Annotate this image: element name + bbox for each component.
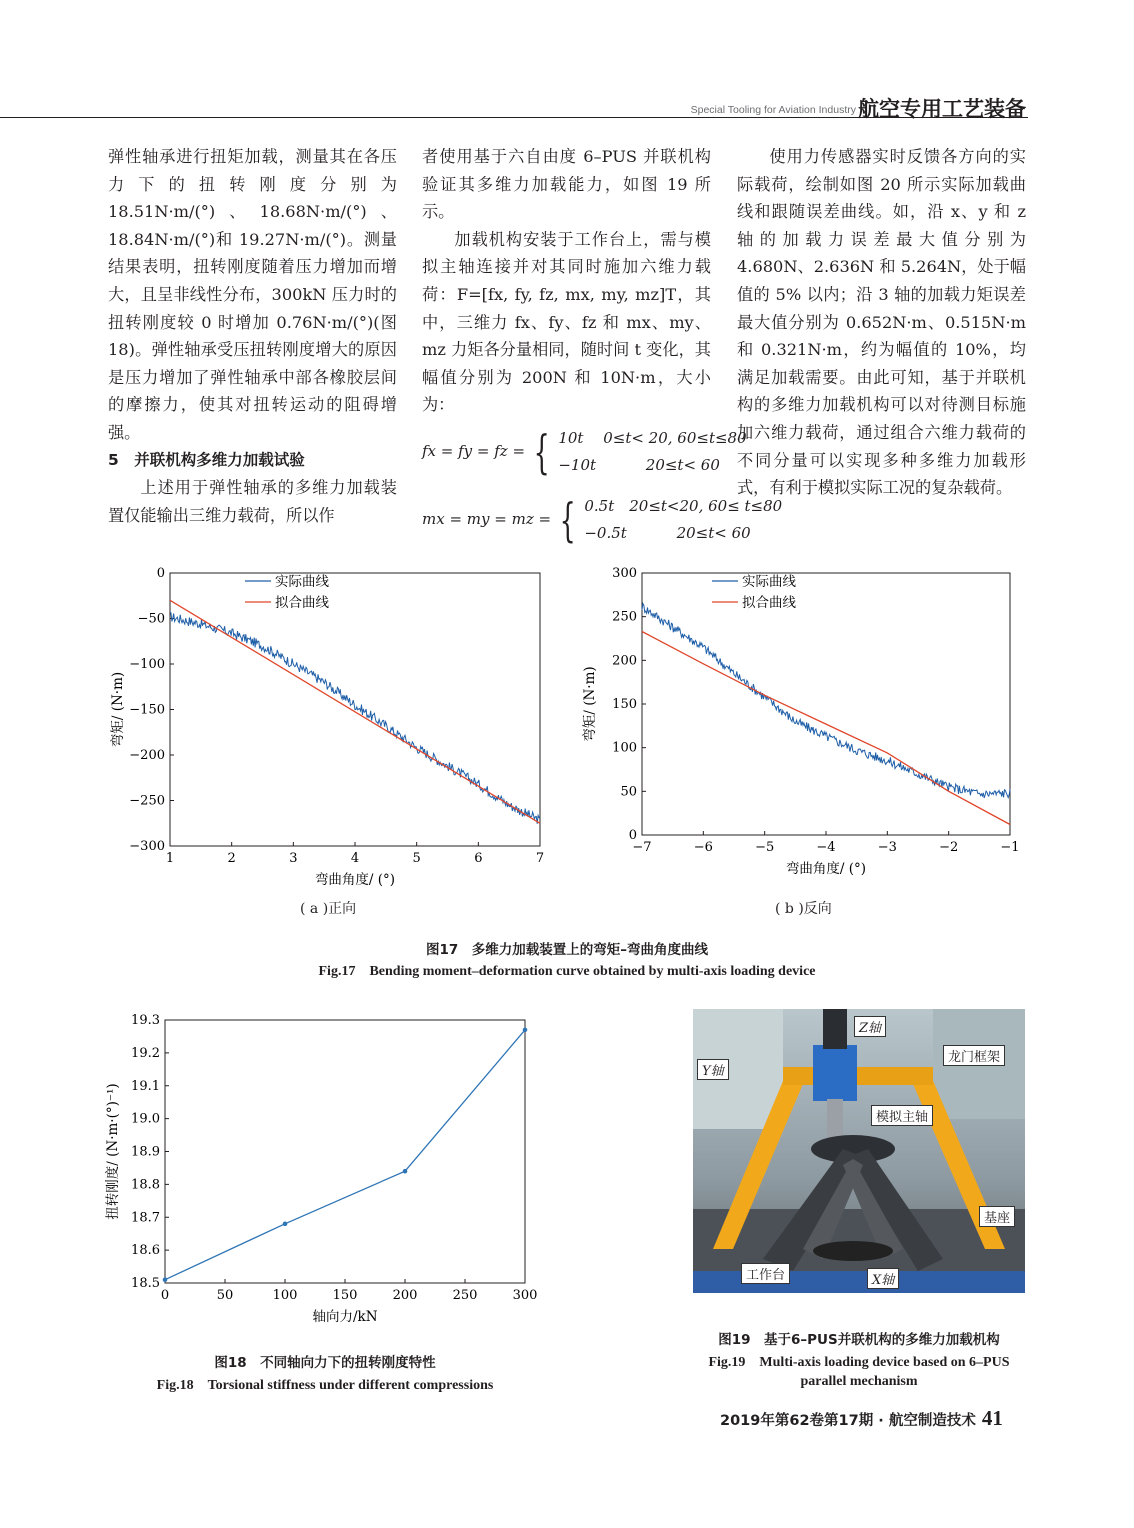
journal-name-cn: 航空专用工艺装备 [858,97,1026,121]
equation-cases [558,425,746,479]
legend-label: 拟合曲线 [275,595,329,611]
legend-label: 实际曲线 [275,574,329,590]
y-tick-label: −300 [129,839,165,854]
y-tick-label: 18.7 [131,1210,160,1226]
y-tick-label: −250 [129,793,165,809]
equation-case: −10t 20≤t< 60 [558,455,720,474]
paragraph: 弹性轴承进行扭矩加载，测量其在各压力下的扭转刚度分别为 18.51N·m/(°)、18.68N·m/(°)、18.84N·m/(°)和 19.27N·m/(°)。测量结果表明，扭转刚度随着压力增加而增大，且呈非线性分布，300kN 压力时的扭转刚度较 0 时增加 0.76N·m/(°)(图 18)。弹性轴承受压扭转刚度增大的原因是压力增加了弹性轴承中部各橡胶层间的摩擦力，使其对扭转运动的阻碍增强。 [108,147,397,442]
series-line [642,604,1010,798]
y-tick-label: 18.8 [131,1177,160,1193]
x-tick-label: −6 [693,840,713,855]
x-axis-label: 轴向力/kN [312,1309,378,1325]
label-y-axis: Y轴 [697,1059,729,1080]
y-tick-label: 0 [628,828,637,843]
label-z-axis: Z轴 [854,1016,886,1037]
chart-fig17b [580,560,1040,890]
y-tick-label: 19.1 [131,1078,160,1094]
text-column-1 [108,143,397,529]
series-line [165,1030,525,1280]
paragraph: 上述用于弹性轴承的多维力加载装置仅能输出三维力载荷，所以作 [108,478,397,525]
figure-caption-en: Fig.19 Multi-axis loading device based on 6–PUS [708,1355,1010,1370]
y-tick-label: 18.9 [131,1144,160,1160]
x-tick-label: −2 [939,840,959,855]
equation-case: 10t 0≤t< 20, 60≤t≤80 [558,428,747,447]
label-base: 基座 [979,1206,1015,1227]
y-tick-label: 150 [612,697,637,712]
y-tick-label: 0 [156,566,165,581]
y-tick-label: −200 [129,748,165,763]
x-tick-label: −3 [877,840,897,855]
label-spindle: 模拟主轴 [871,1105,933,1126]
y-tick-label: 300 [612,566,637,581]
brace: { [533,424,550,479]
x-tick-label: −4 [816,840,836,855]
y-tick-label: 18.6 [131,1243,160,1259]
subcaption-b: ( b )反向 [775,901,832,917]
figure-caption-cn: 图19 基于6–PUS并联机构的多维力加载机构 [718,1332,1000,1348]
data-point [163,1277,168,1282]
y-tick-label: 250 [612,609,637,625]
figure-caption-en: parallel mechanism [800,1374,918,1389]
x-axis-label: 弯曲角度/ (°) [785,861,867,877]
x-tick-label: 150 [332,1288,358,1303]
x-tick-label: 7 [535,851,545,866]
data-point [403,1169,408,1174]
equation-case: 0.5t 20≤t<20, 60≤ t≤80 [584,496,783,515]
text-column-2 [422,143,783,547]
label-gantry-frame: 龙门框架 [943,1045,1005,1066]
x-tick-label: 50 [216,1288,234,1303]
equation-lhs: mx = my = mz = [422,509,552,528]
x-tick-label: 300 [512,1288,538,1303]
y-tick-label: 19.0 [131,1111,160,1127]
figure-caption-en: Fig.18 Torsional stiffness under different compressions [156,1378,494,1393]
series-line [170,613,540,824]
plot-frame [165,1020,525,1283]
x-tick-label: −1 [1000,840,1020,855]
photo-loading-mechanism [693,1009,1025,1293]
data-point [523,1028,528,1033]
x-tick-label: 1 [165,851,175,866]
paragraph: 加载机构安装于工作台上，需与模拟主轴连接并对其同时施加六维力载荷：F=[fx, fy, fz, mx, my, mz]T，其中，三维力 fx、fy、fz 和 mx、my、mz 力矩各分量相同，随时间 t 变化，其幅值分别为 200N 和 10N·m，大小为： [422,229,711,415]
series-line [170,600,540,823]
equation-moment [422,492,783,547]
x-tick-label: 4 [350,851,360,866]
y-tick-label: 100 [612,740,637,756]
series-line [642,632,1010,825]
x-tick-label: −5 [755,840,775,855]
y-tick-label: −50 [137,611,165,627]
legend-label: 拟合曲线 [742,595,796,611]
y-axis-label: 扭转刚度/ (N·m·(°)⁻¹) [105,1083,121,1220]
figure-caption-en: Fig.17 Bending moment–deformation curve obtained by multi-axis loading device [318,964,816,979]
label-worktable: 工作台 [741,1263,790,1284]
equation-case: −0.5t 20≤t< 60 [584,523,751,542]
y-axis-label: 弯矩/ (N·m) [110,671,126,748]
paragraph: 者使用基于六自由度 6–PUS 并联机构验证其多维力加载能力，如图 19 所示。 [422,147,711,222]
y-tick-label: 19.2 [131,1045,160,1061]
data-point [283,1222,288,1227]
x-tick-label: 200 [392,1288,418,1303]
y-axis-label: 弯矩/ (N·m) [582,666,598,742]
x-tick-label: 250 [452,1288,478,1303]
y-tick-label: −150 [129,702,165,718]
page-footer [720,1406,1003,1431]
x-tick-label: 5 [412,851,421,866]
x-tick-label: −7 [632,840,652,855]
chart-fig18 [100,1005,560,1335]
plot-frame [642,573,1010,835]
y-tick-label: 200 [612,653,637,669]
x-tick-label: 2 [227,851,236,866]
equation-lhs: fx = fy = fz = [422,441,526,460]
subcaption-a: ( a )正向 [300,901,357,917]
issue-info: 2019年第62卷第17期 · 航空制造技术 [720,1413,976,1429]
x-tick-label: 100 [272,1288,298,1303]
y-tick-label: −100 [129,657,165,672]
equation-force [422,424,747,479]
paragraph: 使用力传感器实时反馈各方向的实际载荷，绘制如图 20 所示实际加载曲线和跟随误差曲线。如，沿 x、y 和 z 轴的加载力误差最大值分别为 4.680N、2.636N 和 5.264N，处于幅值的 5% 以内；沿 3 轴的加载力矩误差最大值分别为 0.652N·m、0.515N·m 和 0.321N·m，约为幅值的 10%，均满足加载需要。由此可知，基于并联机构的多维力加载机构可以对待测目标施加六维力载荷，通过组合六维力载荷的不同分量可以实现多种多维力加载形式，有利于模拟实际工况的复杂载荷。 [737,147,1026,498]
x-tick-label: 6 [474,851,483,866]
x-tick-label: 3 [289,851,298,866]
figure-caption-cn: 图18 不同轴向力下的扭转刚度特性 [214,1355,436,1371]
figure-caption-cn: 图17 多维力加载装置上的弯矩–弯曲角度曲线 [425,942,709,958]
brace: { [559,492,576,547]
label-x-axis: X轴 [867,1268,899,1289]
legend-label: 实际曲线 [742,574,796,590]
y-tick-label: 18.5 [131,1276,160,1291]
x-axis-label: 弯曲角度/ (°) [314,872,396,888]
chart-fig17a [100,560,560,890]
text-column-3 [737,143,1026,502]
x-tick-label: 0 [160,1288,170,1303]
section-heading: 5 并联机构多维力加载试验 [108,450,305,469]
page-number: 41 [981,1406,1003,1430]
header-rule [0,117,1028,118]
journal-name-en: Special Tooling for Aviation Industry [690,104,856,116]
y-tick-label: 50 [620,784,637,800]
y-tick-label: 19.3 [131,1013,160,1028]
